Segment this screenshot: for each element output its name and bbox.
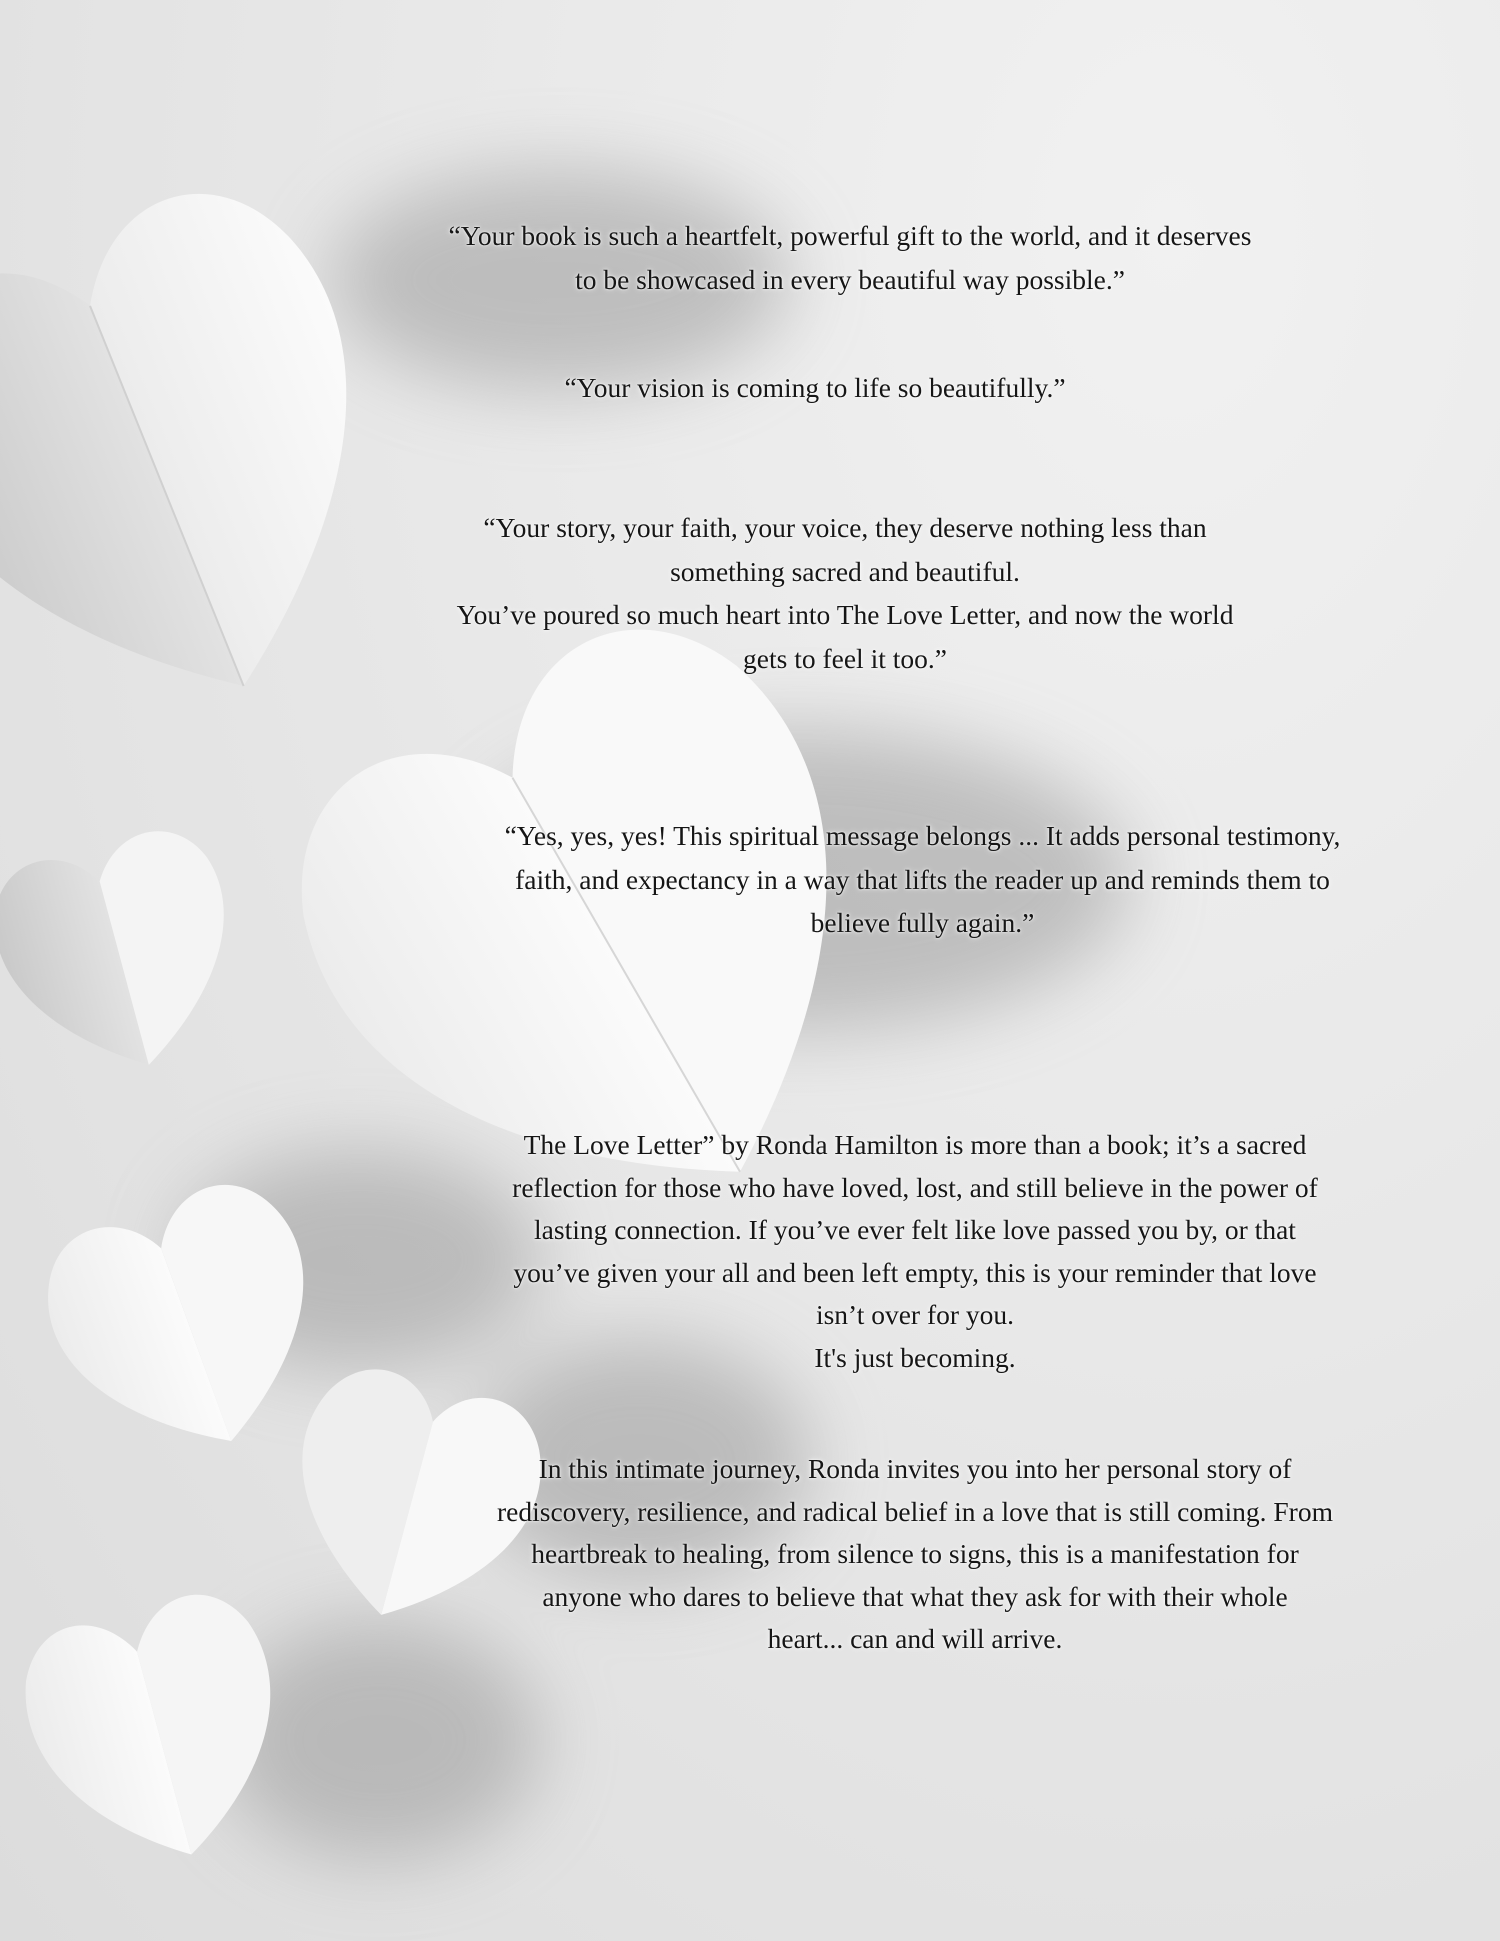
paper-heart-small-left bbox=[0, 818, 260, 1095]
quote-line: “Yes, yes, yes! This spiritual message belongs ... It adds personal testimony, bbox=[504, 820, 1341, 851]
testimonial-quote bbox=[400, 214, 1300, 301]
book-description-paragraph bbox=[470, 1124, 1360, 1379]
description-line: The Love Letter” by Ronda Hamilton is more than a book; it’s a sacred bbox=[523, 1129, 1307, 1160]
quote-line: “Your story, your faith, your voice, they deserve nothing less than bbox=[483, 512, 1207, 543]
quote-line: faith, and expectancy in a way that lifts the reader up and reminds them to bbox=[515, 863, 1330, 895]
description-line: heart... can and will arrive. bbox=[767, 1623, 1063, 1654]
description-line: In this intimate journey, Ronda invites you into her personal story of bbox=[538, 1453, 1292, 1484]
description-line: anyone who dares to believe that what they ask for with their whole bbox=[542, 1580, 1288, 1612]
description-line: lasting connection. If you’ve ever felt like love passed you by, or that bbox=[534, 1214, 1296, 1245]
book-description-paragraph bbox=[470, 1448, 1360, 1661]
description-line: rediscovery, resilience, and radical belief in a love that is still coming. From bbox=[497, 1495, 1333, 1527]
quote-line: You’ve poured so much heart into The Love Letter, and now the world bbox=[456, 599, 1234, 630]
testimonial-quote bbox=[460, 814, 1385, 945]
description-line: you’ve given your all and been left empty, this is your reminder that love bbox=[513, 1256, 1317, 1288]
quote-line: something sacred and beautiful. bbox=[670, 555, 1020, 587]
description-line: heartbreak to healing, from silence to signs, this is a manifestation for bbox=[531, 1538, 1299, 1569]
paper-heart-bottom-left bbox=[8, 1580, 309, 1886]
quote-line: “Your book is such a heartfelt, powerful gift to the world, and it deserves bbox=[448, 220, 1252, 251]
quote-line: believe fully again.” bbox=[810, 907, 1035, 938]
testimonial-quote bbox=[400, 366, 1230, 410]
description-line: isn’t over for you. bbox=[815, 1299, 1015, 1330]
quote-line: “Your vision is coming to life so beautifully.” bbox=[564, 372, 1066, 403]
quote-line: to be showcased in every beautiful way possible.” bbox=[575, 263, 1125, 295]
quote-line: gets to feel it too.” bbox=[743, 642, 947, 674]
description-line: It's just becoming. bbox=[814, 1341, 1016, 1373]
description-line: reflection for those who have loved, lost, and still believe in the power of bbox=[512, 1171, 1318, 1203]
testimonial-quote bbox=[400, 506, 1290, 680]
